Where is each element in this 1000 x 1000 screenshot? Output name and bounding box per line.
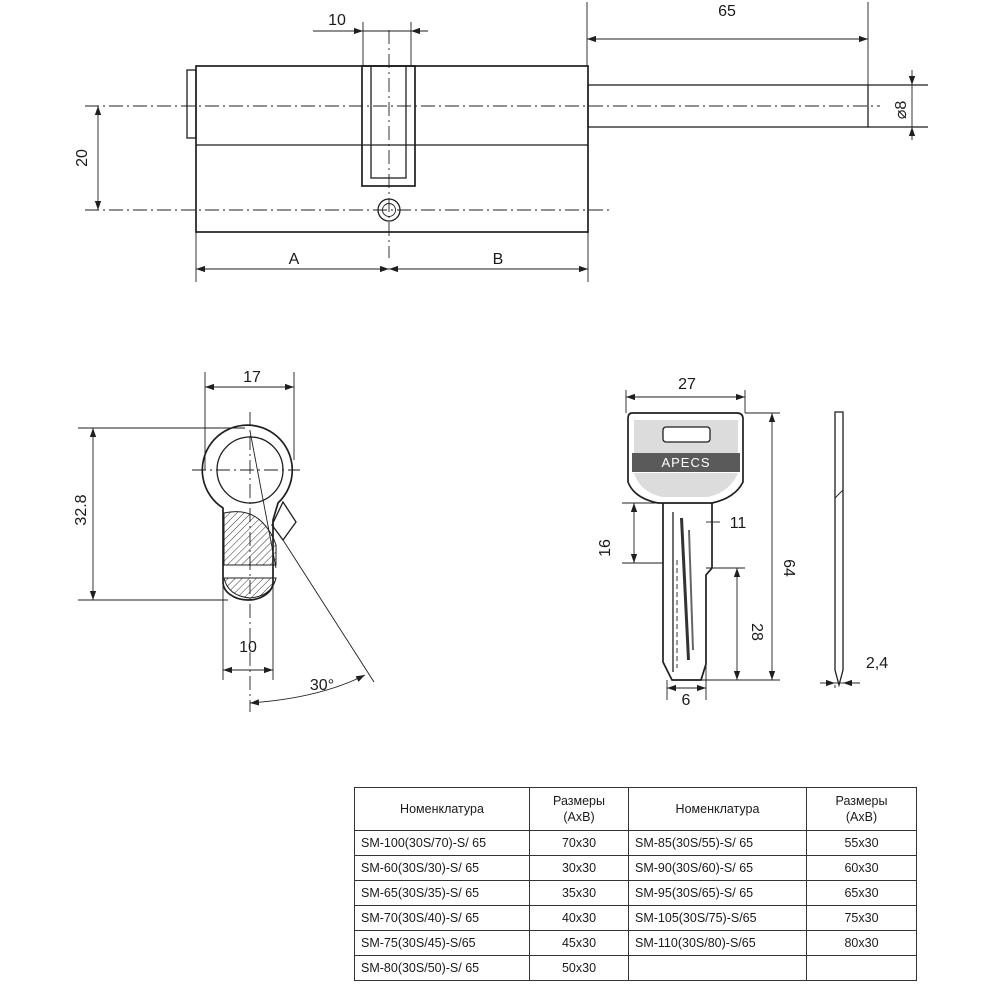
table-cell-size: 80x30 [807,931,917,956]
header-label: Размеры [835,794,888,808]
key-view [597,376,797,709]
table-cell-size: 55x30 [807,831,917,856]
header-label: Номенклатура [400,802,484,816]
header-size-left [530,788,629,831]
header-nomenclature-right [629,788,807,831]
table-cell-name: SM-95(30S/65)-S/ 65 [629,881,807,906]
header-label: Номенклатура [675,802,760,816]
dim-16: 16 [597,539,614,557]
table-cell-size: 45x30 [530,931,629,956]
extension-lines [196,2,868,282]
table-row [355,931,917,956]
table-cell-size: 35x30 [530,881,629,906]
centerlines [85,30,880,258]
dim-11: 11 [729,515,747,532]
table-row [355,956,917,981]
header-label: Размеры [553,794,605,808]
table-cell-size: 65x30 [807,881,917,906]
cam-side-view [73,369,374,712]
key-slot [663,427,710,442]
table-cell-size: 50x30 [530,956,629,981]
key-edge-profile [835,412,843,685]
table-cell-size: 40x30 [530,906,629,931]
table-cell-name: SM-65(30S/35)-S/ 65 [355,881,530,906]
table-row [355,856,917,881]
dim-17: 17 [243,369,261,386]
table-cell-size [807,956,917,981]
key-edge-view [820,412,888,688]
dim-10-top: 10 [328,12,346,29]
header-nomenclature-left [355,788,530,831]
table-cell-name [629,956,807,981]
table-cell-name: SM-105(30S/75)-S/65 [629,906,807,931]
cylinder-top-view [74,2,928,282]
table-cell-name: SM-85(30S/55)-S/ 65 [629,831,807,856]
dim-65: 65 [718,3,736,20]
dim-64: 64 [780,559,797,577]
table-row [355,831,917,856]
dim-27: 27 [678,376,696,393]
dim-10-cam: 10 [239,639,257,656]
table-cell-name: SM-100(30S/70)-S/ 65 [355,831,530,856]
table-cell-size: 60x30 [807,856,917,881]
table-cell-name: SM-60(30S/30)-S/ 65 [355,856,530,881]
table-cell-size: 70x30 [530,831,629,856]
header-size-right [807,788,917,831]
table-cell-name: SM-70(30S/40)-S/ 65 [355,906,530,931]
table-cell-size: 75x30 [807,906,917,931]
dim-30-degree: 30° [309,677,335,694]
dim-6: 6 [681,692,691,709]
table-cell-name: SM-75(30S/45)-S/65 [355,931,530,956]
header-sublabel: (AxB) [563,810,595,824]
table-cell-name: SM-110(30S/80)-S/65 [629,931,807,956]
table-row [355,906,917,931]
dim-diameter-8: ⌀8 [893,100,910,120]
dim-2-4: 2,4 [865,655,889,672]
dim-32-8: 32.8 [73,494,90,526]
table-row [355,881,917,906]
table-header-row [355,788,917,831]
cam-profile [202,425,292,600]
table-cell-name: SM-90(30S/60)-S/ 65 [629,856,807,881]
table-cell-size: 30x30 [530,856,629,881]
dim-a: A [288,251,300,268]
header-sublabel: (AxB) [845,810,878,824]
dim-28: 28 [748,623,765,641]
cylinder-body [187,66,588,232]
table-cell-name: SM-80(30S/50)-S/ 65 [355,956,530,981]
dim-20: 20 [74,149,91,167]
key-brand-label: APECS [661,455,711,470]
dim-b: B [492,251,504,268]
specification-table [354,787,917,981]
